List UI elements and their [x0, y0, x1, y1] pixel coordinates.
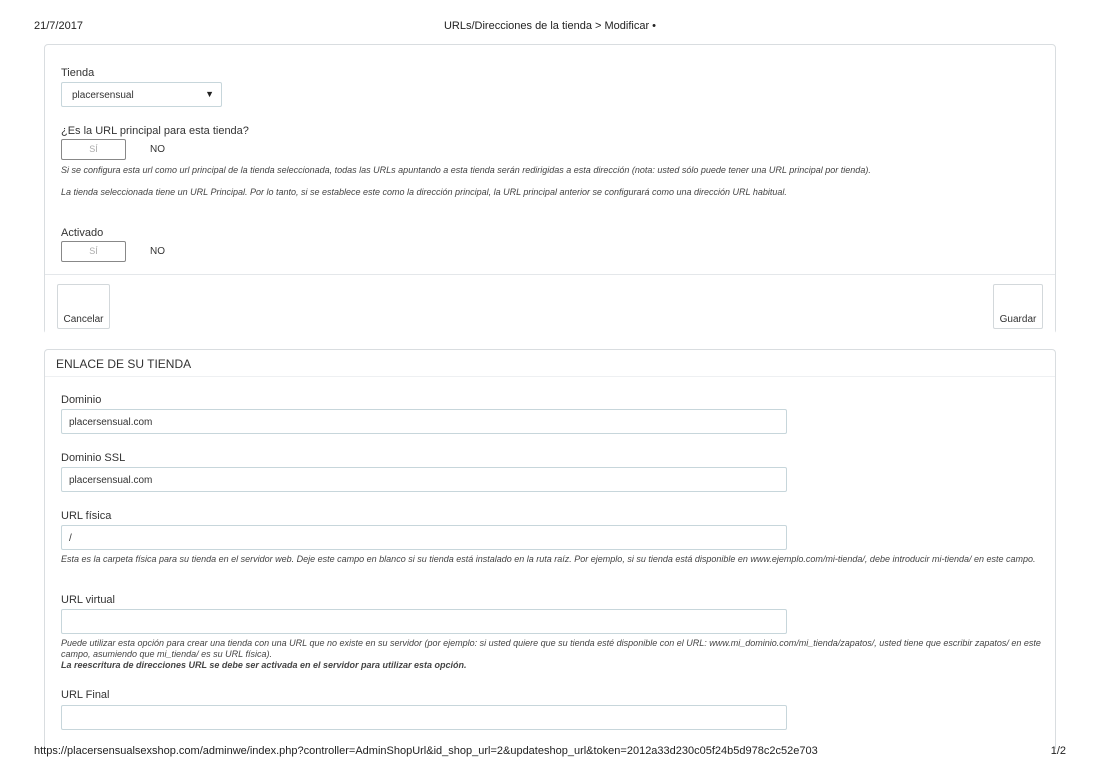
save-button[interactable]: Guardar — [993, 284, 1043, 329]
shop-url-settings-panel — [44, 44, 1056, 334]
shop-select-value: placersensual — [72, 90, 134, 101]
print-url: https://placersensualsexshop.com/adminwe/index.php?controller=AdminShopUrl&id_shop_url=2&updateshop_url&token=2012a33d230c05f24b5d978c2c52e703 — [34, 745, 818, 757]
shop-label: Tienda — [61, 67, 95, 79]
physical-url-help: Esta es la carpeta física para su tienda en el servidor web. Deje este campo en blanco si su tienda está instalado en la ruta raíz. Por ejemplo, si su tienda está disponible en www.ejemplo.com/mi-tienda/, debe introducir mi-tienda/ en este campo. — [61, 554, 1036, 564]
cancel-button[interactable]: Cancelar — [57, 284, 110, 329]
final-url-label: URL Final — [61, 689, 110, 701]
main-url-no-option[interactable]: NO — [150, 144, 165, 155]
physical-url-label: URL física — [61, 510, 112, 522]
virtual-url-label: URL virtual — [61, 594, 115, 606]
domain-input[interactable]: placersensual.com — [61, 409, 787, 434]
main-url-question: ¿Es la URL principal para esta tienda? — [61, 125, 249, 137]
shop-select[interactable] — [61, 82, 222, 107]
enabled-yes-toggle[interactable]: SÍ — [61, 241, 126, 262]
domain-ssl-label: Dominio SSL — [61, 452, 126, 464]
print-page-number: 1/2 — [1050, 745, 1066, 757]
virtual-url-help-warning: La reescritura de direcciones URL se debe ser activada en el servidor para utilizar esta opción. — [61, 660, 467, 670]
final-url-input[interactable] — [61, 705, 787, 730]
print-header — [0, 0, 1100, 44]
physical-url-input[interactable]: / — [61, 525, 787, 550]
virtual-url-help-text: Puede utilizar esta opción para crear una tienda con una URL que no existe en su servidor (por ejemplo: si usted quiere que su tienda esté disponible con el URL: www.mi_dominio.com/mi_tienda/zapatos/, usted tiene que escribir zapatos/ en este campo, asumiendo que mi_tienda/ es su URL física). — [61, 638, 1041, 659]
main-url-help: Si se configura esta url como url principal de la tienda seleccionada, todas las URLs apuntando a esta tienda serán redirigidas a esta dirección (nota: usted sólo puede tener una URL principal por tienda). — [61, 165, 871, 175]
print-date: 21/7/2017 — [34, 20, 83, 32]
domain-ssl-input[interactable]: placersensual.com — [61, 467, 787, 492]
triangle-down-icon: ▼ — [205, 89, 214, 99]
enabled-label: Activado — [61, 227, 104, 239]
virtual-url-help — [61, 638, 1046, 671]
virtual-url-input[interactable] — [61, 609, 787, 634]
print-title: URLs/Direcciones de la tienda > Modificar • — [443, 20, 657, 32]
domain-label: Dominio — [61, 394, 102, 406]
shop-link-panel — [44, 349, 1056, 749]
panel-footer — [45, 274, 1055, 334]
main-url-warning: La tienda seleccionada tiene un URL Principal. Por lo tanto, si se establece este como la dirección principal, la URL principal anterior se configurará como una dirección URL habitual. — [61, 187, 787, 197]
enabled-no-option[interactable]: NO — [150, 246, 165, 257]
main-url-yes-toggle[interactable]: SÍ — [61, 139, 126, 160]
panel-heading: ENLACE DE SU TIENDA — [45, 350, 1055, 377]
